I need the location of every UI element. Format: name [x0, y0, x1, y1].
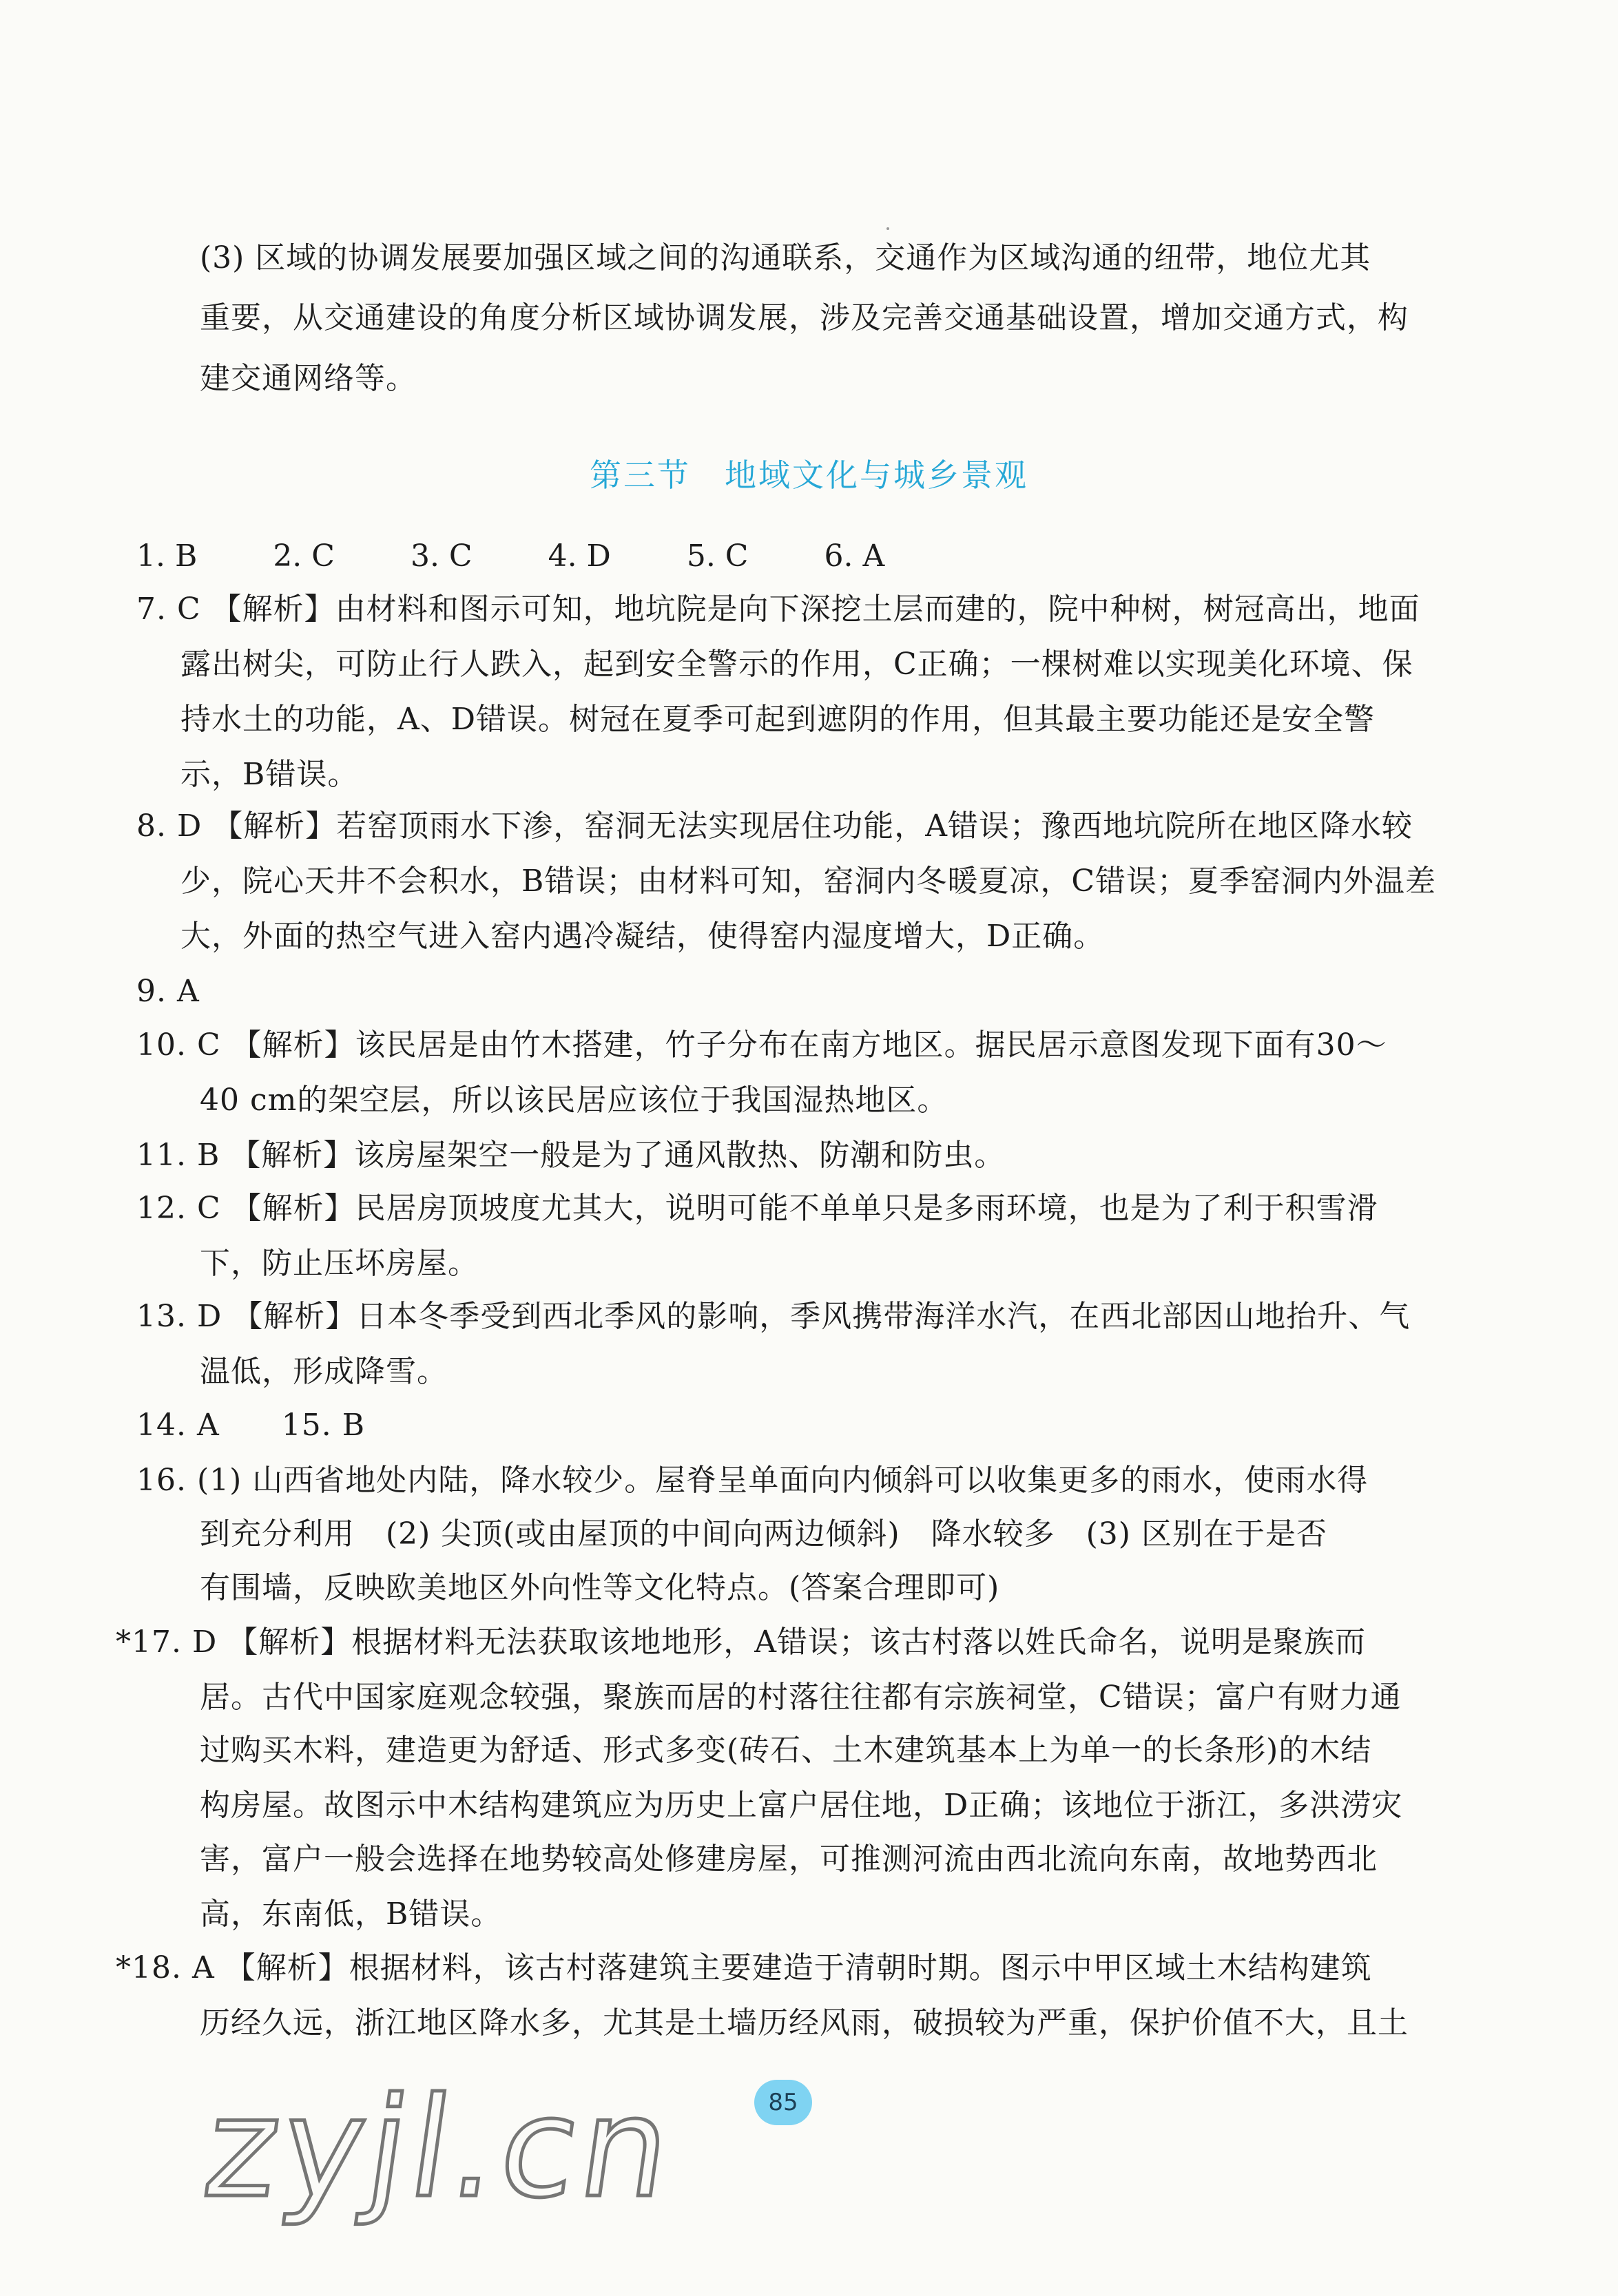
answer-q7: 7. C 【解析】由材料和图示可知，地坑院是向下深挖土层而建的，院中种树，树冠高出，地面 [136, 592, 1420, 627]
text-line: 高，东南低，B错误。 [200, 1897, 502, 1932]
text-line: 40 cm的架空层，所以该民居应该位于我国湿热地区。 [200, 1083, 948, 1118]
answer-q9: 9. A [136, 974, 200, 1009]
answers-row [136, 536, 951, 577]
answer-item: 5. C [686, 539, 749, 574]
answer-q14-15: 14. A 15. B [136, 1408, 366, 1443]
text-line: (3) 区域的协调发展要加强区域之间的沟通联系，交通作为区域沟通的纽带，地位尤其 [200, 240, 1371, 275]
answer-q17: *17. D 【解析】根据材料无法获取该地地形，A错误；该古村落以姓氏命名，说明是聚族而 [116, 1625, 1366, 1660]
text-line: 露出树尖，可防止行人跌入，起到安全警示的作用，C正确；一棵树难以实现美化环境、保 [180, 647, 1413, 682]
text-line: 构房屋。故图示中木结构建筑应为历史上富户居住地，D正确；该地位于浙江，多洪涝灾 [200, 1788, 1403, 1823]
text-line: 到充分利用 (2) 尖顶(或由屋顶的中间向两边倾斜) 降水较多 (3) 区别在于是否 [200, 1516, 1327, 1552]
text-line: 持水土的功能，A、D错误。树冠在夏季可起到遮阴的作用，但其最主要功能还是安全警 [180, 702, 1376, 737]
text-line: 有围墙，反映欧美地区外向性等文化特点。(答案合理即可) [200, 1570, 1000, 1605]
answer-q10: 10. C 【解析】该民居是由竹木搭建，竹子分布在南方地区。据民居示意图发现下面有30～ [136, 1027, 1387, 1063]
text-line: 示，B错误。 [180, 757, 359, 792]
answer-item: 3. C [410, 539, 473, 574]
text-line: 过购买木料，建造更为舒适、形式多变(砖石、土木建筑基本上为单一的长条形)的木结 [200, 1733, 1372, 1768]
answer-q16: 16. (1) 山西省地处内陆，降水较少。屋脊呈单面向内倾斜可以收集更多的雨水，使雨水得 [136, 1463, 1369, 1498]
answer-q18: *18. A 【解析】根据材料，该古村落建筑主要建造于清朝时期。图示中甲区域土木结构建筑 [116, 1950, 1372, 1985]
watermark: zyjl.cn [195, 2068, 685, 2229]
text-line: 温低，形成降雪。 [200, 1354, 448, 1389]
answer-item: 6. A [824, 539, 885, 574]
text-line: 居。古代中国家庭观念较强，聚族而居的村落往往都有宗族祠堂，C错误；富户有财力通 [200, 1680, 1402, 1715]
text-line: 下，防止压坏房屋。 [200, 1246, 479, 1281]
scan-speck [886, 227, 889, 230]
answer-q13: 13. D 【解析】日本冬季受到西北季风的影响，季风携带海洋水汽，在西北部因山地抬升、气 [136, 1299, 1411, 1334]
text-line: 重要，从交通建设的角度分析区域协调发展，涉及完善交通基础设置，增加交通方式，构 [200, 300, 1409, 335]
page-number-badge: 85 [754, 2080, 812, 2125]
text-line: 害，富户一般会选择在地势较高处修建房屋，可推测河流由西北流向东南，故地势西北 [200, 1841, 1378, 1877]
text-line: 历经久远，浙江地区降水多，尤其是土墙历经风雨，破损较为严重，保护价值不大，且土 [200, 2005, 1409, 2041]
text-line: 大，外面的热空气进入窑内遇冷凝结，使得窑内湿度增大，D正确。 [180, 919, 1105, 954]
answer-item: 2. C [273, 539, 335, 574]
section-title: 第三节 地域文化与城乡景观 [590, 457, 1028, 494]
answer-item: 1. B [136, 539, 198, 574]
text-line: 少，院心天井不会积水，B错误；由材料可知，窑洞内冬暖夏凉，C错误；夏季窑洞内外温差 [180, 864, 1436, 899]
answer-q11: 11. B 【解析】该房屋架空一般是为了通风散热、防潮和防虫。 [136, 1138, 1006, 1173]
text-line: 建交通网络等。 [200, 361, 417, 396]
answer-q8: 8. D 【解析】若窑顶雨水下渗，窑洞无法实现居住功能，A错误；豫西地坑院所在地区降水较 [136, 808, 1413, 844]
answer-item: 4. D [548, 539, 611, 574]
answer-q12: 12. C 【解析】民居房顶坡度尤其大，说明可能不单单只是多雨环境，也是为了利于积雪滑 [136, 1191, 1378, 1226]
